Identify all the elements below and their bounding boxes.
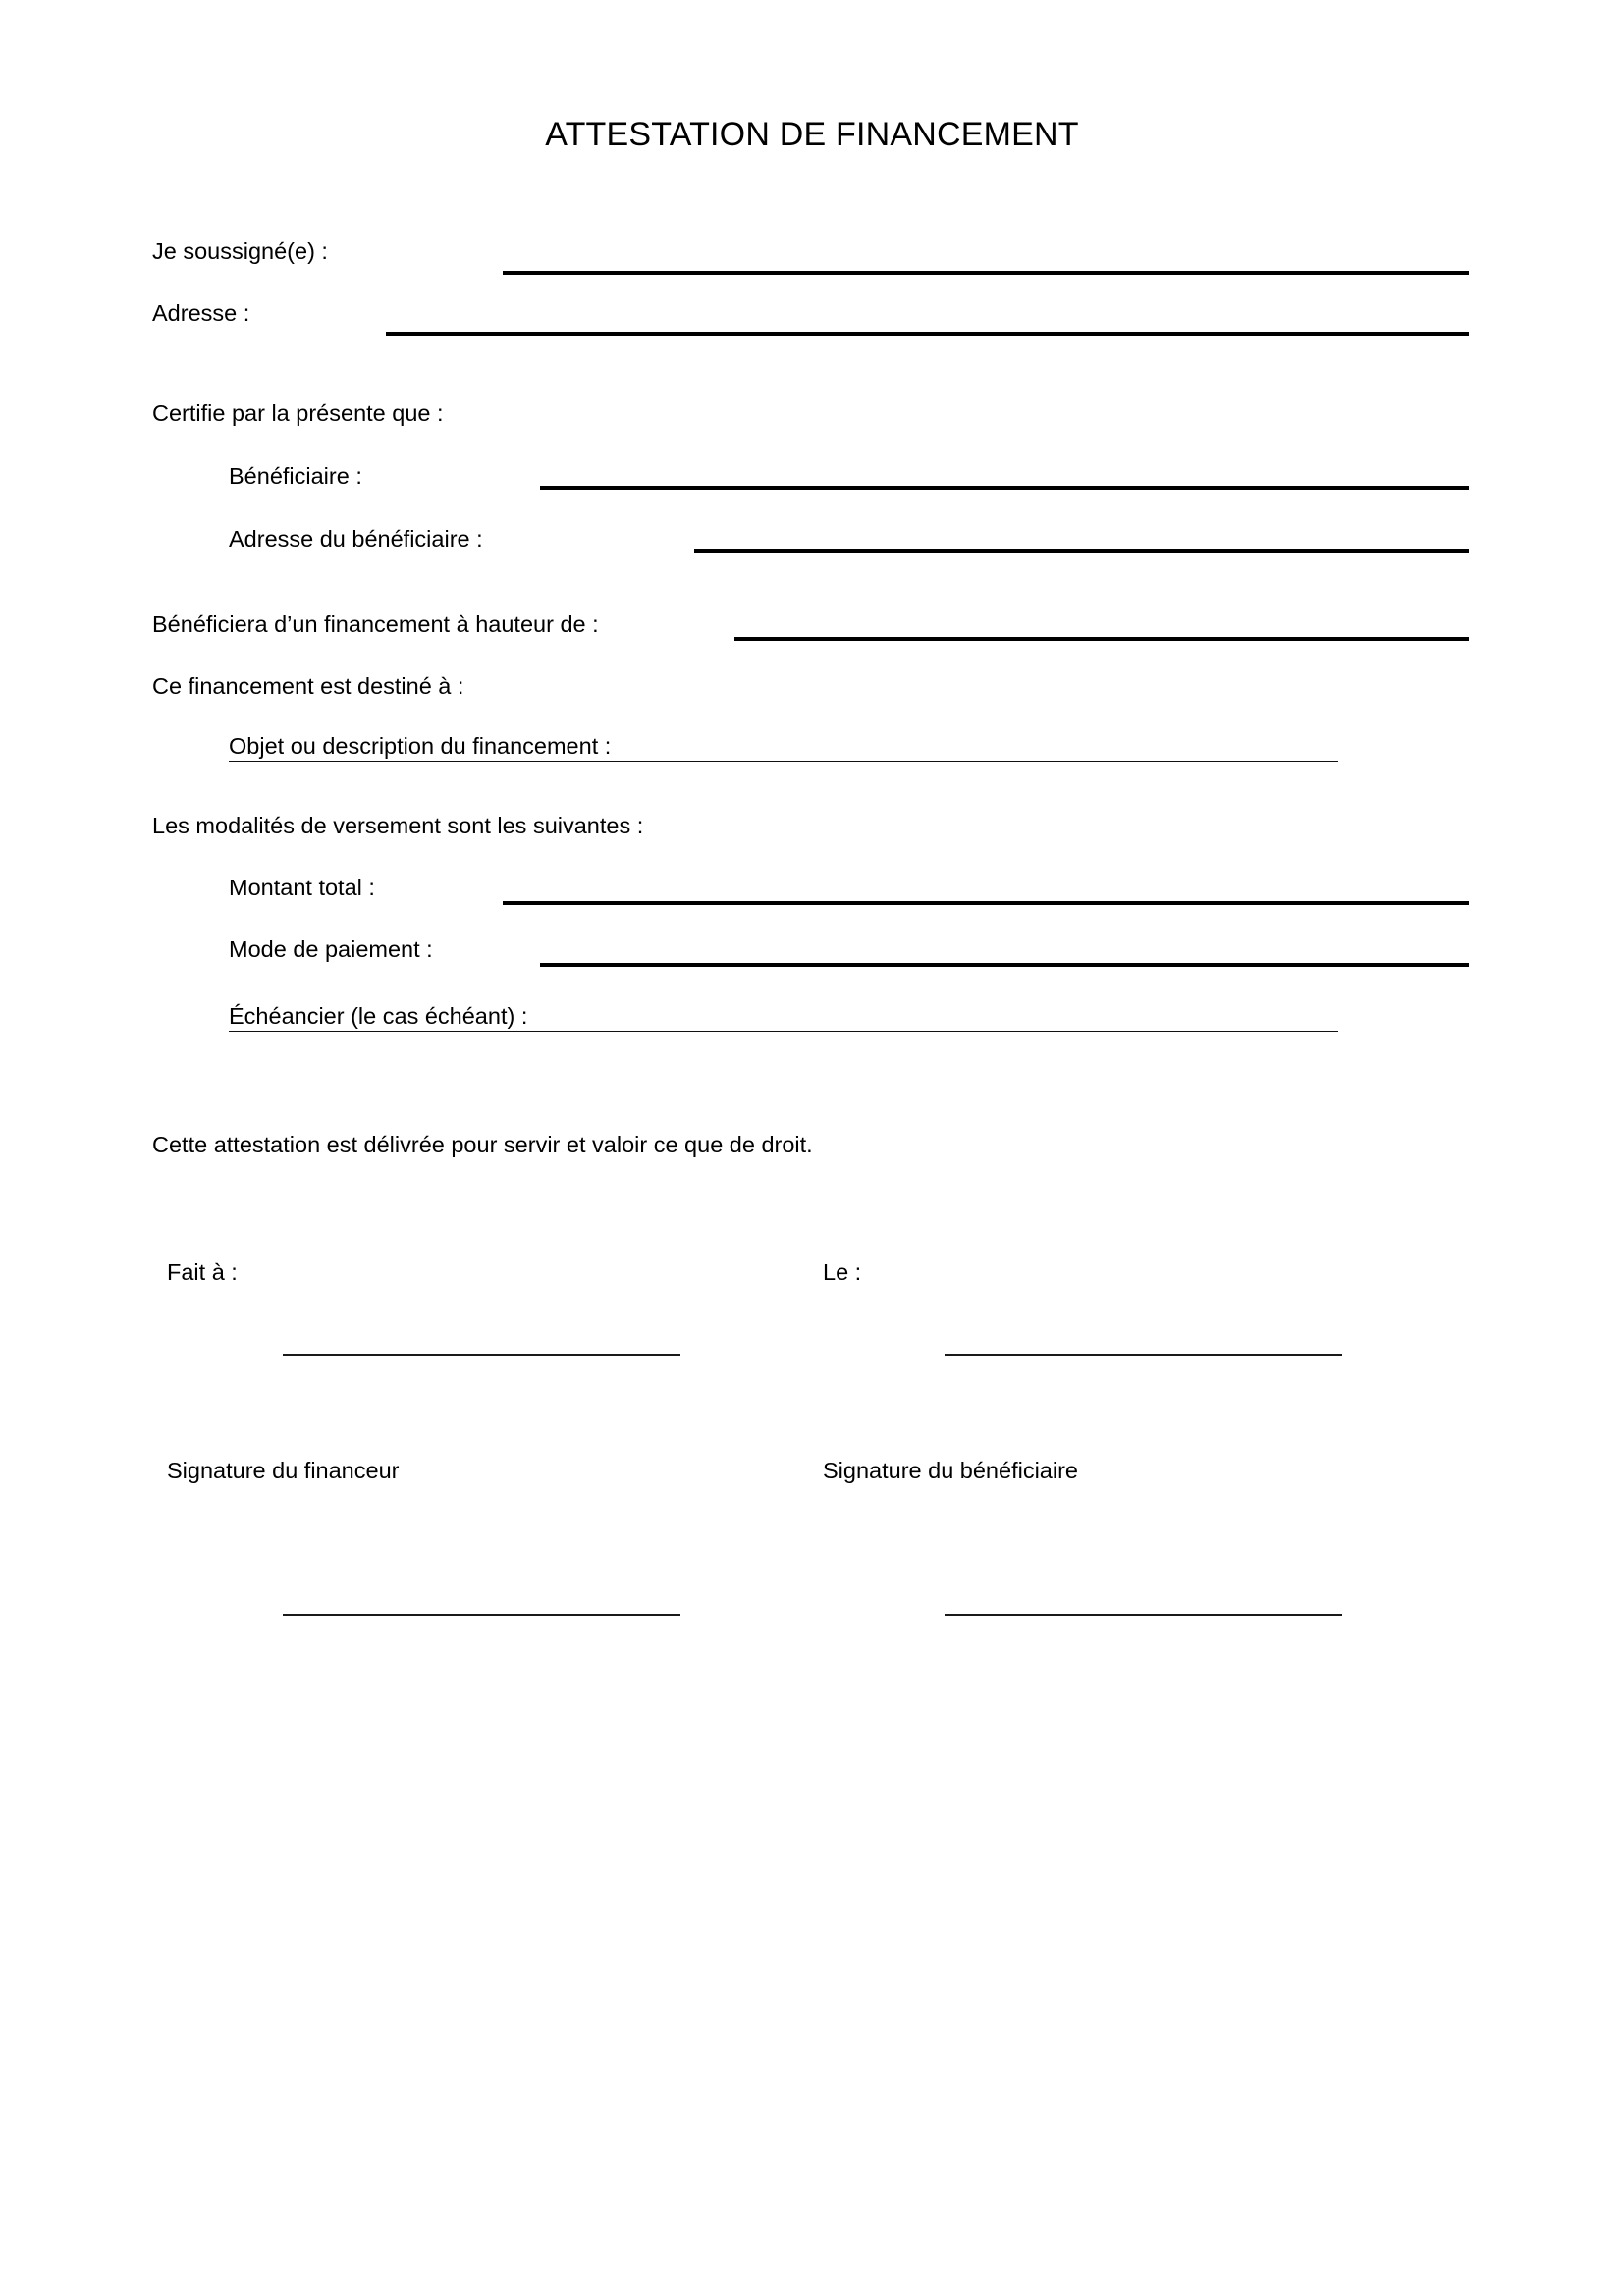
label-total-amount: Montant total : [229,875,375,900]
field-beneficiary-signature-line[interactable] [945,1614,1342,1616]
label-date: Le : [823,1259,862,1285]
field-beneficiary-line[interactable] [540,486,1469,490]
field-payment-schedule-row[interactable] [229,1001,1338,1032]
field-address-line[interactable] [386,332,1469,336]
field-undersigned-line[interactable] [503,271,1469,275]
label-financier-signature: Signature du financeur [167,1458,400,1483]
label-financing-purpose: Objet ou description du financement : [229,732,612,759]
label-payment-terms-intro: Les modalités de versement sont les suivantes : [152,813,644,838]
field-date-line[interactable] [945,1354,1342,1356]
label-certification-intro: Certifie par la présente que : [152,400,444,426]
label-financing-purpose-intro: Ce financement est destiné à : [152,673,464,699]
field-financing-purpose-row[interactable] [229,731,1338,762]
field-place-line[interactable] [283,1354,680,1356]
label-payment-schedule: Échéancier (le cas échéant) : [229,1002,528,1029]
label-undersigned: Je soussigné(e) : [152,239,328,264]
field-financing-amount-line[interactable] [734,637,1469,641]
field-total-amount-line[interactable] [503,901,1469,905]
closing-statement: Cette attestation est délivrée pour servir et valoir ce que de droit. [152,1132,813,1157]
field-payment-mode-line[interactable] [540,963,1469,967]
label-place: Fait à : [167,1259,238,1285]
label-financing-amount: Bénéficiera d’un financement à hauteur de : [152,612,599,637]
label-payment-mode: Mode de paiement : [229,936,433,962]
label-beneficiary-signature: Signature du bénéficiaire [823,1458,1078,1483]
label-beneficiary-address: Adresse du bénéficiaire : [229,526,483,552]
page-title: ATTESTATION DE FINANCEMENT [545,116,1079,153]
label-beneficiary: Bénéficiaire : [229,463,362,489]
field-beneficiary-address-line[interactable] [694,549,1469,553]
field-financier-signature-line[interactable] [283,1614,680,1616]
label-address: Adresse : [152,300,250,326]
